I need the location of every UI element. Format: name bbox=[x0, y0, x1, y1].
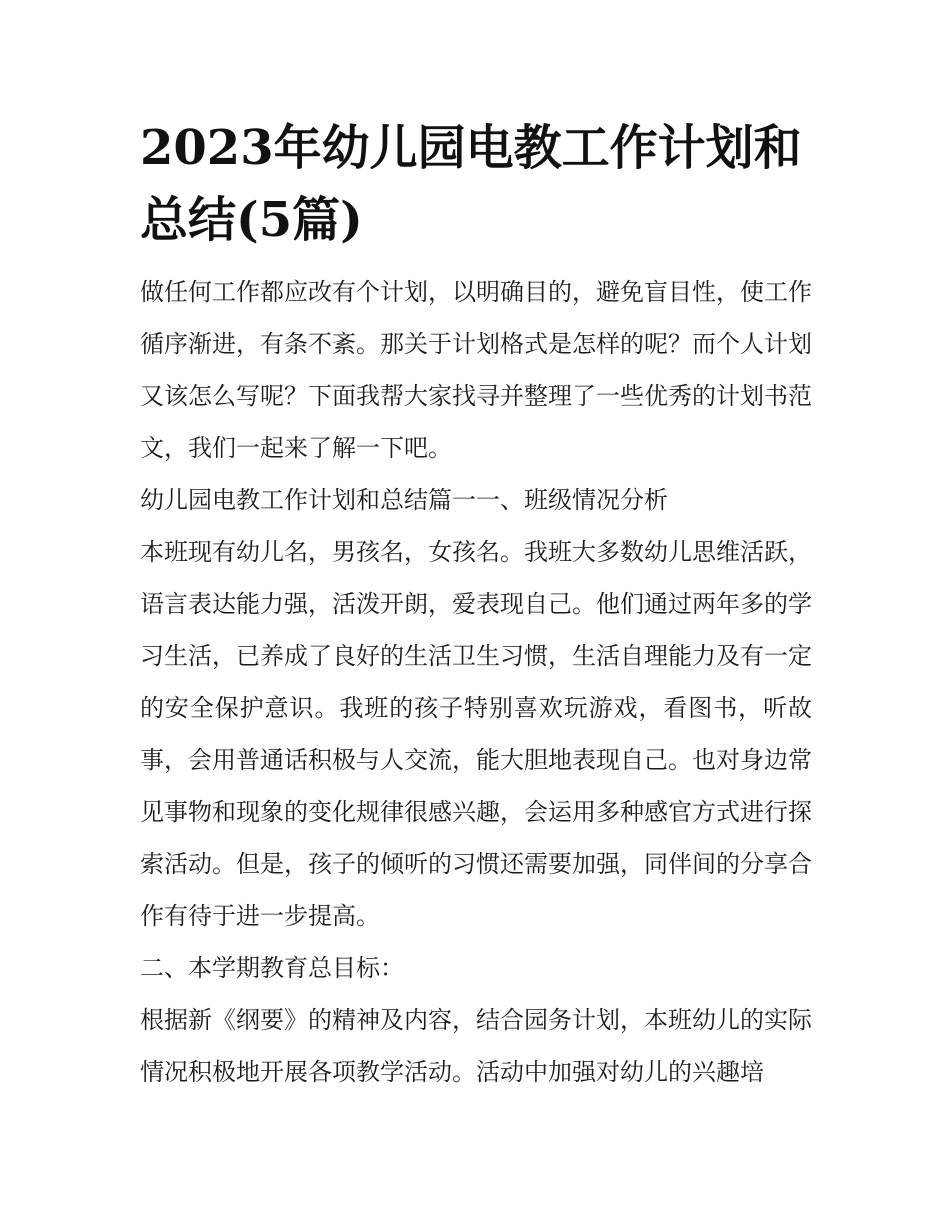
goals-paragraph: 根据新《纲要》的精神及内容，结合园务计划，本班幼儿的实际情况积极地开展各项教学活动。活动中加强对幼儿的兴趣培 bbox=[140, 1006, 812, 1086]
section-heading-goals: 二、本学期教育总目标： bbox=[140, 954, 404, 982]
intro-paragraph: 做任何工作都应改有个计划，以明确目的，避免盲目性，使工作循序渐进，有条不紊。那关于计划格式是怎样的呢？而个人计划又该怎么写呢？下面我帮大家找寻并整理了一些优秀的计划书范文，我们一起来了解一下吧。 bbox=[140, 278, 812, 462]
document-page bbox=[140, 112, 812, 1098]
class-analysis-paragraph: 本班现有幼儿名，男孩名，女孩名。我班大多数幼儿思维活跃，语言表达能力强，活泼开朗，爱表现自己。他们通过两年多的学习生活，已养成了良好的生活卫生习惯，生活自理能力及有一定的安全保护意识。我班的孩子特别喜欢玩游戏，看图书，听故事，会用普通话积极与人交流，能大胆地表现自己。也对身边常见事物和现象的变化规律很感兴趣，会运用多种感官方式进行探索活动。但是，孩子的倾听的习惯还需要加强，同伴间的分享合作有待于进一步提高。 bbox=[140, 538, 812, 930]
section-heading-class-analysis: 幼儿园电教工作计划和总结篇一一、班级情况分析 bbox=[140, 486, 668, 514]
document-title: 2023年幼儿园电教工作计划和总结(5篇) bbox=[140, 120, 802, 248]
